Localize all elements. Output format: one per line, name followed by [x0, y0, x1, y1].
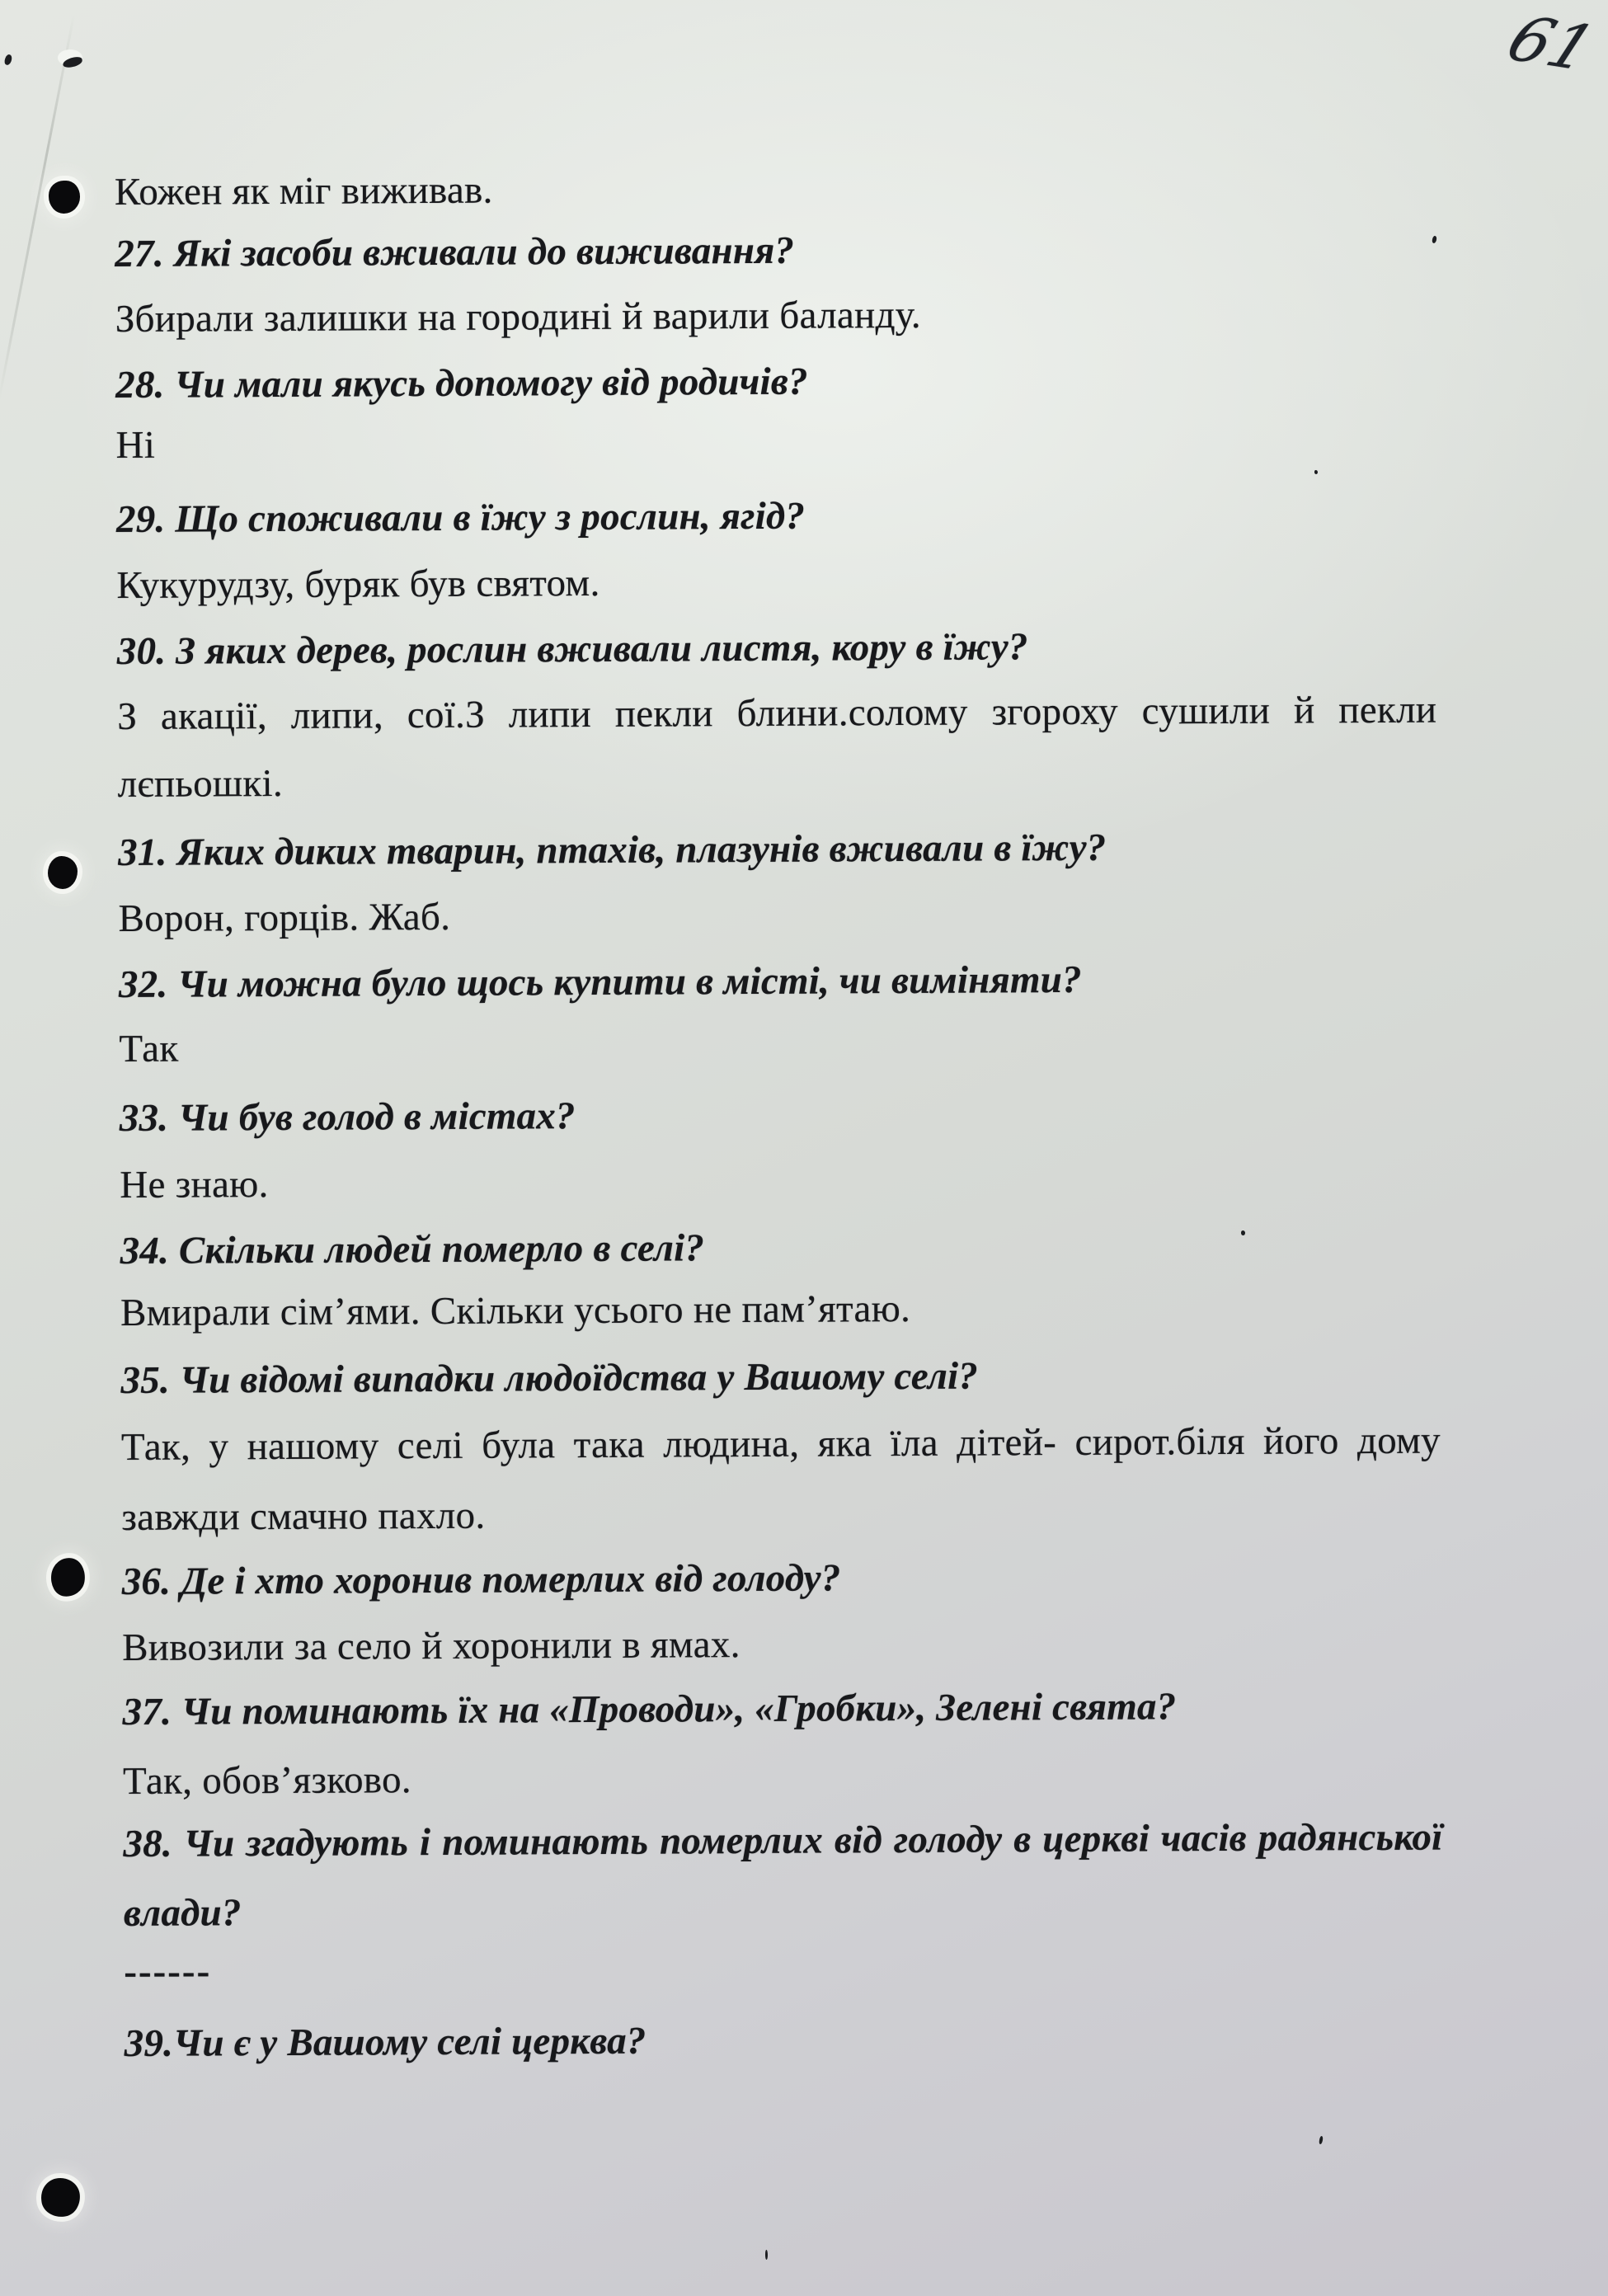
question-line: 33. Чи був голод в містах? [119, 1094, 576, 1141]
answer-line: завжди смачно пахло. [121, 1494, 486, 1539]
question-line: 38. Чи згадують і поминають померлих від голоду в церкві часів радянської [123, 1815, 1443, 1866]
question-line: 36. Де і хто хоронив померлих від голоду? [121, 1556, 841, 1603]
question-line: 32. Чи можна було щось купити в місті, чи виміняти? [118, 957, 1082, 1007]
answer-line: Вмирали сім’ями. Скільки усього не пам’ятаю. [120, 1287, 911, 1334]
answer-line: Ні [115, 423, 156, 468]
question-line: 28. Чи мали якусь допомогу від родичів? [115, 360, 808, 407]
answer-line: З акації, липи, сої.З липи пекли блини.солому згороху сушили й пекли [117, 688, 1437, 739]
question-line: 27. Які засоби вживали до виживання? [115, 228, 795, 276]
answer-line: лєпьошкі. [117, 761, 284, 807]
answer-line: Не знаю. [120, 1163, 269, 1207]
answer-line: Вивозили за село й хоронили в ямах. [122, 1623, 741, 1669]
question-line: 39.Чи є у Вашому селі церква? [124, 2019, 646, 2065]
answer-line: Так [119, 1027, 179, 1071]
answer-line: Збирали залишки на городині й варили баланду. [115, 293, 921, 341]
question-line: 35. Чи відомі випадки людоїдства у Вашому селі? [120, 1354, 979, 1402]
empty-answer-dashes: ------ [124, 1950, 212, 1993]
answer-line: Кукурудзу, буряк був святом. [116, 561, 600, 608]
handwritten-page-number: 61 [1497, 2, 1606, 85]
answer-line: Так, обов’язково. [122, 1758, 412, 1803]
question-line: 34. Скільки людей померло в селі? [120, 1226, 705, 1273]
question-line: 31. Яких диких тварин, птахів, плазунів вживали в їжу? [117, 826, 1107, 875]
question-line: 37. Чи поминають їх на «Проводи», «Гробки», Зелені свята? [122, 1685, 1177, 1734]
answer-line: Так, у нашому селі була така людина, яка їла дітей- сирот.біля його дому [120, 1419, 1441, 1469]
question-line: 29. Що споживали в їжу з рослин, ягід? [115, 494, 806, 542]
answer-line: Ворон, горців. Жаб. [118, 895, 451, 941]
question-line: влади? [123, 1891, 242, 1935]
question-line: 30. З яких дерев, рослин вживали листя, кору в їжу? [116, 625, 1028, 674]
answer-line: Кожен як міг виживав. [114, 168, 493, 214]
